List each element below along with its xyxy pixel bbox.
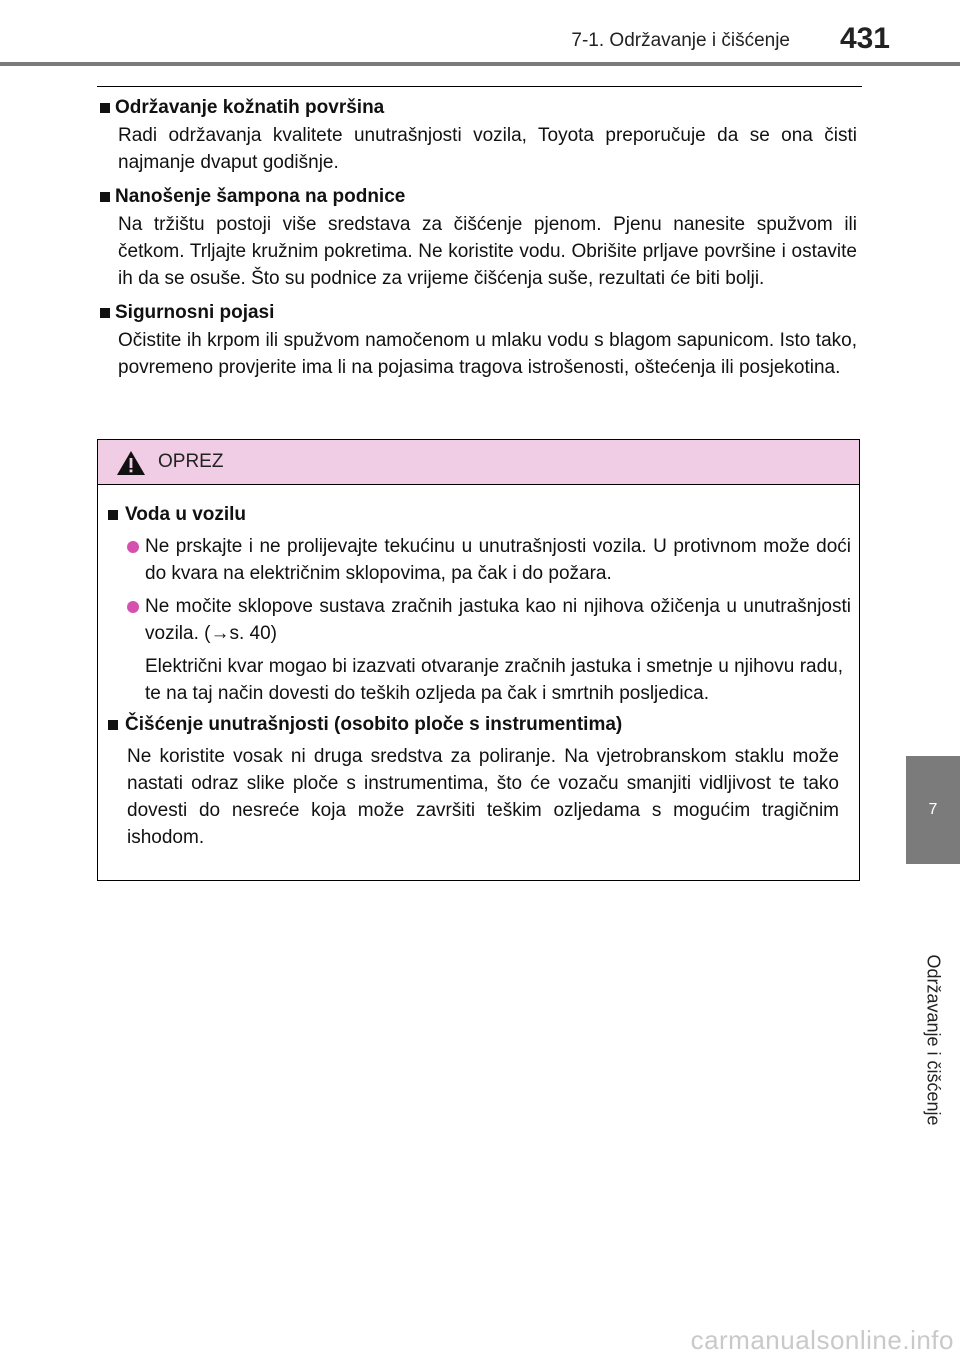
- main-content: [97, 94, 857, 388]
- header-title: 7-1. Održavanje i čišćenje: [571, 30, 790, 51]
- round-bullet-icon: [127, 541, 139, 553]
- header-rule: [0, 62, 960, 66]
- section-text: Na tržištu postoji više sredstava za čišćenje pjenom. Pjenu nanesite spužvom ili četkom. Trljajte kružnim pokretima. Ne koristite vodu. Obrišite prljave površine i ostavite ih da se osuše. Što su podnice za vrijeme čišćenja suše, rezultati će biti bolji.: [118, 214, 857, 289]
- page-number: 431: [839, 22, 890, 55]
- caution-bullet: Ne prskajte i ne prolijevajte tekućinu u unutrašnjosti vozila. U protivnom može doći do kvara na električnim sklopovima, pa čak i do požara.: [105, 533, 851, 587]
- section-title: Održavanje kožnatih površina: [115, 97, 385, 118]
- caution-block-title: Voda u vozilu: [125, 504, 247, 525]
- section-leather: [97, 94, 857, 176]
- page-header: [0, 0, 960, 64]
- warning-triangle-icon: [116, 450, 146, 476]
- round-bullet-icon: [127, 601, 139, 613]
- caution-bullet: Ne močite sklopove sustava zračnih jastuka kao ni njihova ožičenja u unutrašnjosti vozila. (→s. 40): [105, 593, 851, 647]
- section-title: Nanošenje šampona na podnice: [115, 186, 406, 207]
- chapter-tab: [906, 756, 960, 864]
- watermark: carmanualsonline.info: [690, 1325, 954, 1355]
- content-rule: [97, 86, 862, 87]
- square-bullet-icon: [100, 103, 110, 113]
- caution-header: [98, 440, 859, 485]
- chapter-side-label: Održavanje i čišćenje: [923, 954, 944, 1126]
- section-text: Radi održavanja kvalitete unutrašnjosti vozila, Toyota preporučuje da se ona čisti najmanje dvaput godišnje.: [118, 125, 857, 173]
- section-text: Očistite ih krpom ili spužvom namočenom u mlaku vodu s blagom sapunicom. Isto tako, povremeno provjerite ima li na pojasima tragova istrošenosti, oštećenja ili posjekotina.: [118, 330, 857, 378]
- section-carpet-shampoo: [97, 183, 857, 292]
- square-bullet-icon: [100, 192, 110, 202]
- square-bullet-icon: [100, 308, 110, 318]
- caution-title: OPREZ: [158, 451, 224, 472]
- square-bullet-icon: [108, 720, 118, 730]
- section-seat-belts: [97, 299, 857, 381]
- caution-block-text: Ne koristite vosak ni druga sredstva za poliranje. Na vjetrobranskom staklu može nastati odraz slike ploče s instrumentima, što će vozaču smanjiti vidljivost te tako dovesti do nesreće koja može završiti teškim ozljedama s mogućim tragičnim ishodom.: [127, 746, 839, 848]
- caution-bullet-note: Električni kvar mogao bi izazvati otvaranje zračnih jastuka i smetnje u njihovu radu, te na taj način dovesti do teških ozljeda pa čak i smrtnih posljedica.: [145, 656, 843, 704]
- chapter-number: 7: [928, 801, 938, 818]
- section-title: Sigurnosni pojasi: [115, 302, 275, 323]
- square-bullet-icon: [108, 510, 118, 520]
- caution-box: [97, 439, 860, 881]
- caution-body: [98, 485, 859, 851]
- caution-block-title: Čišćenje unutrašnjosti (osobito ploče s instrumentima): [125, 714, 623, 735]
